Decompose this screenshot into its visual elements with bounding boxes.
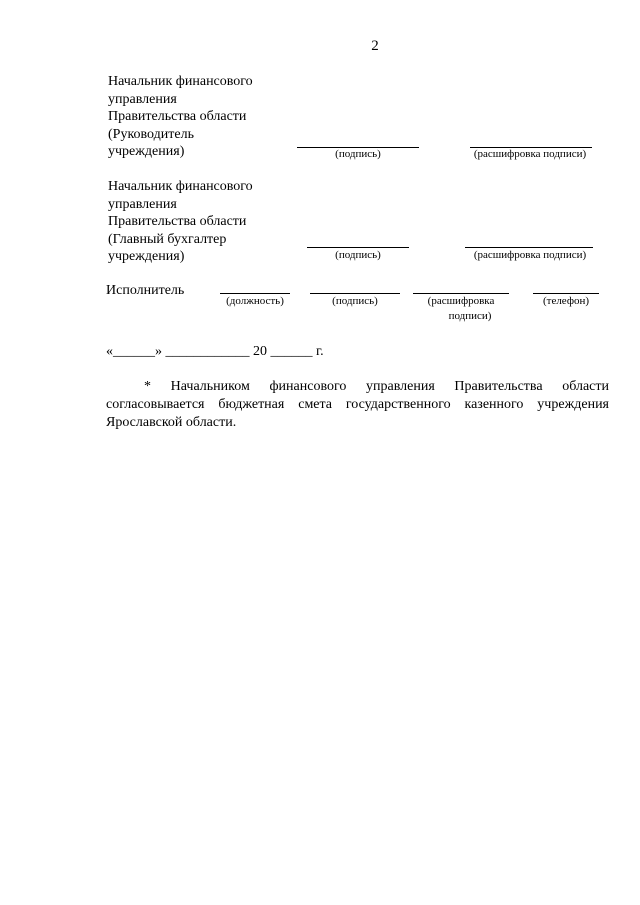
signatory-line: Правительства области — [108, 214, 247, 230]
signatory-accountant-block — [108, 178, 298, 266]
position-caption: (должность) — [226, 295, 284, 307]
signature-caption: (подпись) — [335, 249, 381, 261]
decode-caption-line: (расшифровка — [427, 295, 495, 307]
date-line: «______» ____________ 20 ______ г. — [106, 344, 324, 359]
signatory-line: управления — [108, 91, 177, 107]
signatory-line: Начальник финансового — [108, 179, 253, 194]
signatory-line: (Руководитель — [108, 126, 194, 142]
signatory-line: Начальник финансового — [108, 74, 253, 89]
signatory-head-block — [108, 73, 298, 161]
decode-caption: (расшифровка подписи) — [473, 148, 587, 160]
decode-caption-line: подписи) — [448, 310, 492, 322]
signatory-line: Правительства области — [108, 109, 247, 125]
signatory-line: управления — [108, 196, 177, 212]
phone-caption: (телефон) — [542, 295, 590, 307]
signature-caption: (подпись) — [332, 295, 378, 307]
signatory-line: учреждения) — [108, 144, 185, 160]
decode-caption: (расшифровка подписи) — [473, 249, 587, 261]
signatory-line: учреждения) — [108, 249, 185, 265]
decode-caption — [410, 294, 512, 324]
performer-label: Исполнитель — [106, 283, 185, 298]
footnote: * Начальником финансового управления Правительства области согласовывается бюджетная смета государственного казенного учреждения Ярославской области. — [106, 379, 609, 430]
page-number: 2 — [371, 38, 379, 54]
signatory-line: (Главный бухгалтер — [108, 231, 227, 247]
signature-caption: (подпись) — [335, 148, 381, 160]
